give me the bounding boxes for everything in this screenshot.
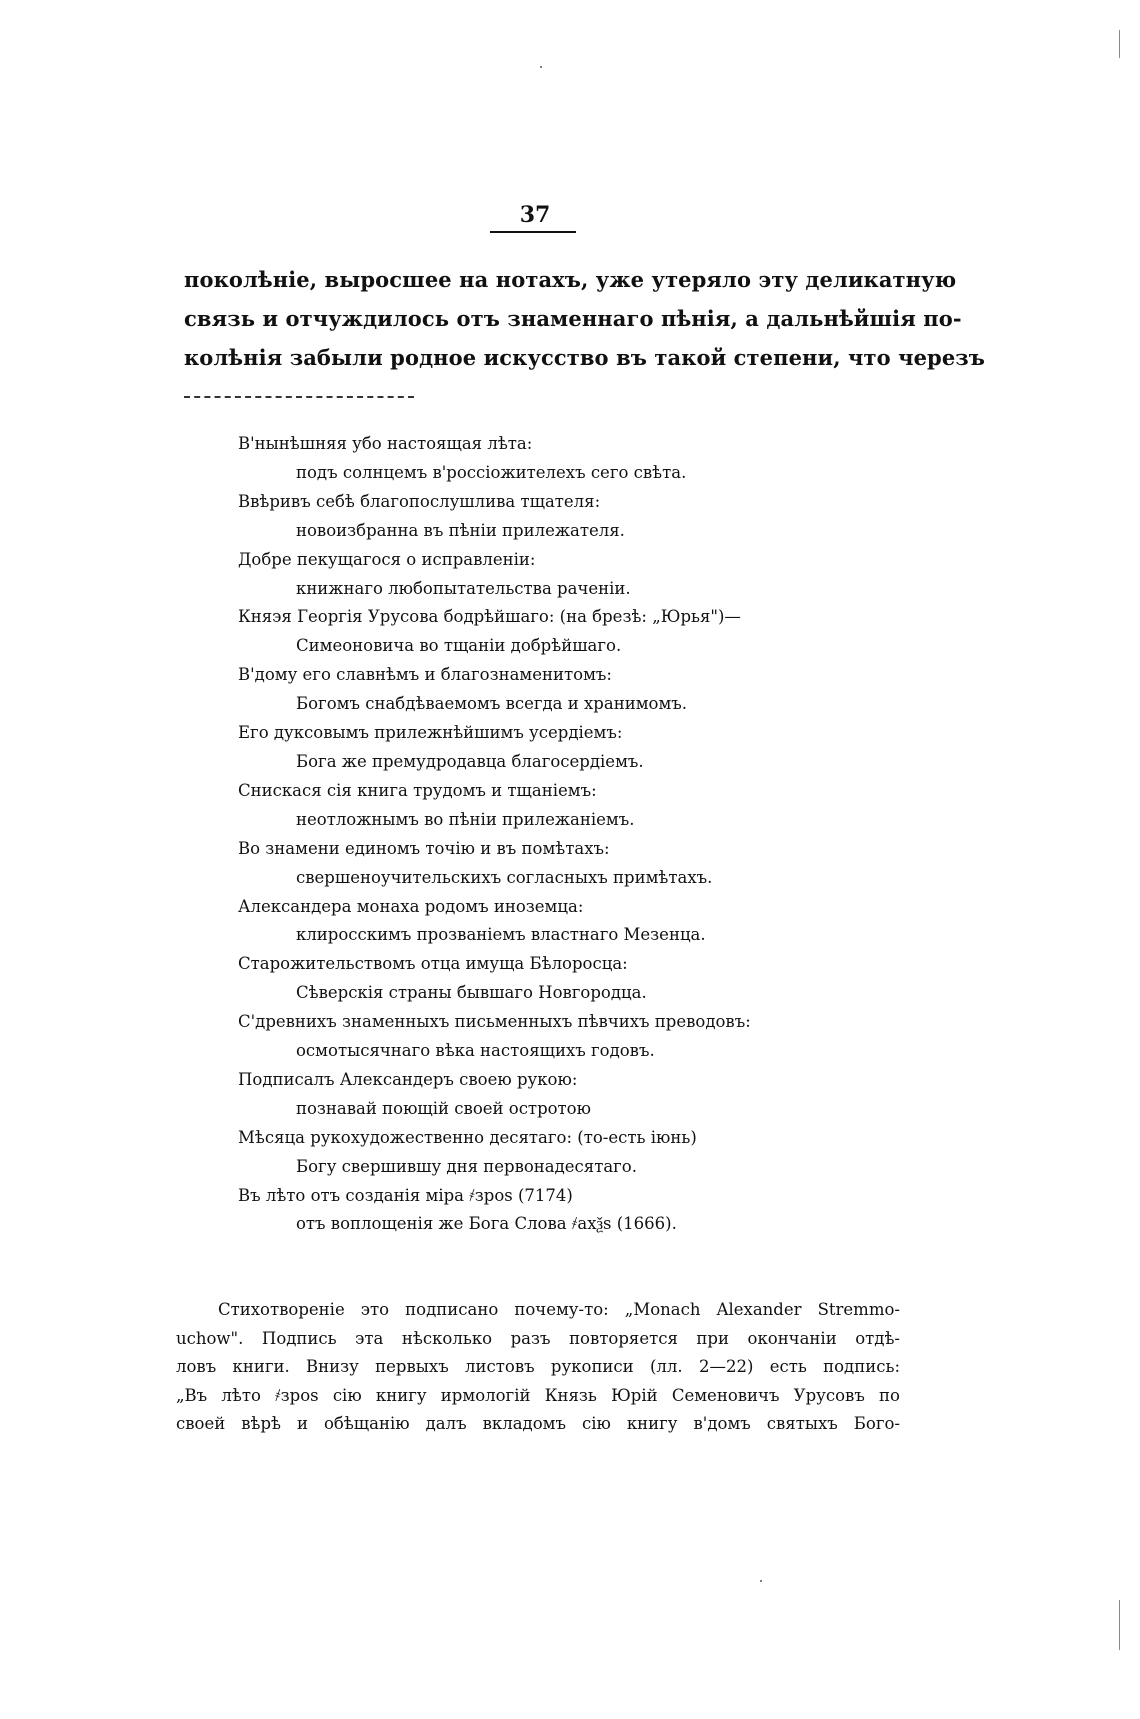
paragraph-line: uchow". Подпись эта нѣсколько разъ повторяется при окончаніи отдѣ- bbox=[176, 1328, 900, 1348]
scan-edge-mark bbox=[1119, 30, 1120, 58]
page-number: 37 bbox=[519, 202, 551, 228]
poem-line: В'дому его славнѣмъ и благознаменитомъ: bbox=[238, 665, 612, 685]
poem-line-indented: книжнаго любопытательства раченіи. bbox=[296, 578, 631, 598]
poem-line: Княэя Георгія Урусова бодрѣйшаго: (на брезѣ: „Юрья")— bbox=[238, 607, 741, 627]
poem-line: Мѣсяца рукохудожественно десятаго: (то-есть іюнь) bbox=[238, 1127, 697, 1147]
paragraph-line: колѣнія забыли родное искусство въ такой степени, что черезъ bbox=[184, 345, 986, 370]
poem-line-indented: осмотысячнаго вѣка настоящихъ годовъ. bbox=[296, 1041, 655, 1061]
poem-line: Снискася сія книга трудомъ и тщаніемъ: bbox=[238, 780, 597, 800]
poem-line: Подписалъ Александеръ своею рукою: bbox=[238, 1069, 578, 1089]
poem-line: Добре пекущагося о исправленіи: bbox=[238, 549, 536, 569]
paragraph-line: „Въ лѣто ҂зроѕ сію книгу ирмологій Князь Юрій Семеновичъ Урусовъ по bbox=[176, 1385, 900, 1405]
page-number-rule bbox=[490, 231, 576, 233]
paragraph-line: связь и отчуждилось отъ знаменнаго пѣнія, а дальнѣйшія по- bbox=[184, 306, 962, 331]
scan-edge-mark bbox=[1119, 1600, 1120, 1650]
paragraph-line: своей вѣрѣ и обѣщанію далъ вкладомъ сію книгу в'домъ святыхъ Бого- bbox=[176, 1414, 900, 1433]
poem-block bbox=[238, 430, 888, 1239]
paragraph-line: ловъ книги. Внизу первыхъ листовъ рукописи (лл. 2—22) есть подпись: bbox=[176, 1357, 900, 1376]
scan-speck bbox=[540, 66, 542, 68]
poem-line-indented: Богомъ снабдѣваемомъ всегда и хранимомъ. bbox=[296, 694, 688, 714]
scan-speck bbox=[760, 1580, 762, 1582]
top-paragraph bbox=[184, 260, 986, 377]
bottom-paragraph bbox=[176, 1296, 900, 1439]
poem-line-indented: познавай поющій своей остротою bbox=[296, 1098, 591, 1118]
poem-line: Въ лѣто отъ созданія міра ҂зроѕ (7174) bbox=[238, 1185, 573, 1205]
poem-line-indented: новоизбранна въ пѣніи прилежателя. bbox=[296, 520, 625, 540]
poem-line-indented: Сѣверскія страны бывшаго Новгородца. bbox=[296, 983, 647, 1003]
poem-line: Во знамени единомъ точію и въ помѣтахъ: bbox=[238, 838, 610, 858]
poem-line: С'древнихъ знаменныхъ письменныхъ пѣвчихъ преводовъ: bbox=[238, 1012, 751, 1032]
poem-line: Ввѣривъ себѣ благопослушлива тщателя: bbox=[238, 491, 601, 511]
poem-line-indented: отъ воплощенія же Бога Слова ҂ахѯѕ (1666). bbox=[296, 1214, 677, 1234]
paragraph-line: поколѣніе, выросшее на нотахъ, уже утеряло эту деликатную bbox=[184, 267, 957, 292]
poem-line-indented: подъ солнцемъ в'россіожителехъ сего свѣта. bbox=[296, 462, 687, 482]
poem-line: В'нынѣшняя убо настоящая лѣта: bbox=[238, 434, 533, 453]
poem-line-indented: клиросскимъ прозваніемъ властнаго Мезенца. bbox=[296, 925, 706, 945]
footnote-rule bbox=[184, 396, 414, 398]
poem-line-indented: свершеноучительскихъ согласныхъ примѣтахъ. bbox=[296, 867, 713, 887]
poem-line-indented: Симеоновича во тщаніи добрѣйшаго. bbox=[296, 636, 622, 656]
poem-line: Александера монаха родомъ иноземца: bbox=[238, 896, 584, 916]
poem-line-indented: Бога же премудродавца благосердіемъ. bbox=[296, 751, 644, 771]
poem-line: Его дуксовымъ прилежнѣйшимъ усердіемъ: bbox=[238, 723, 623, 743]
poem-line: Старожительствомъ отца имуща Бѣлоросца: bbox=[238, 954, 628, 974]
poem-line-indented: неотложнымъ во пѣніи прилежаніемъ. bbox=[296, 809, 635, 829]
poem-line-indented: Богу свершившу дня первонадесятаго. bbox=[296, 1156, 637, 1176]
paragraph-line: Стихотвореніе это подписано почему-то: „Monach Alexander Stremmo- bbox=[218, 1300, 900, 1319]
